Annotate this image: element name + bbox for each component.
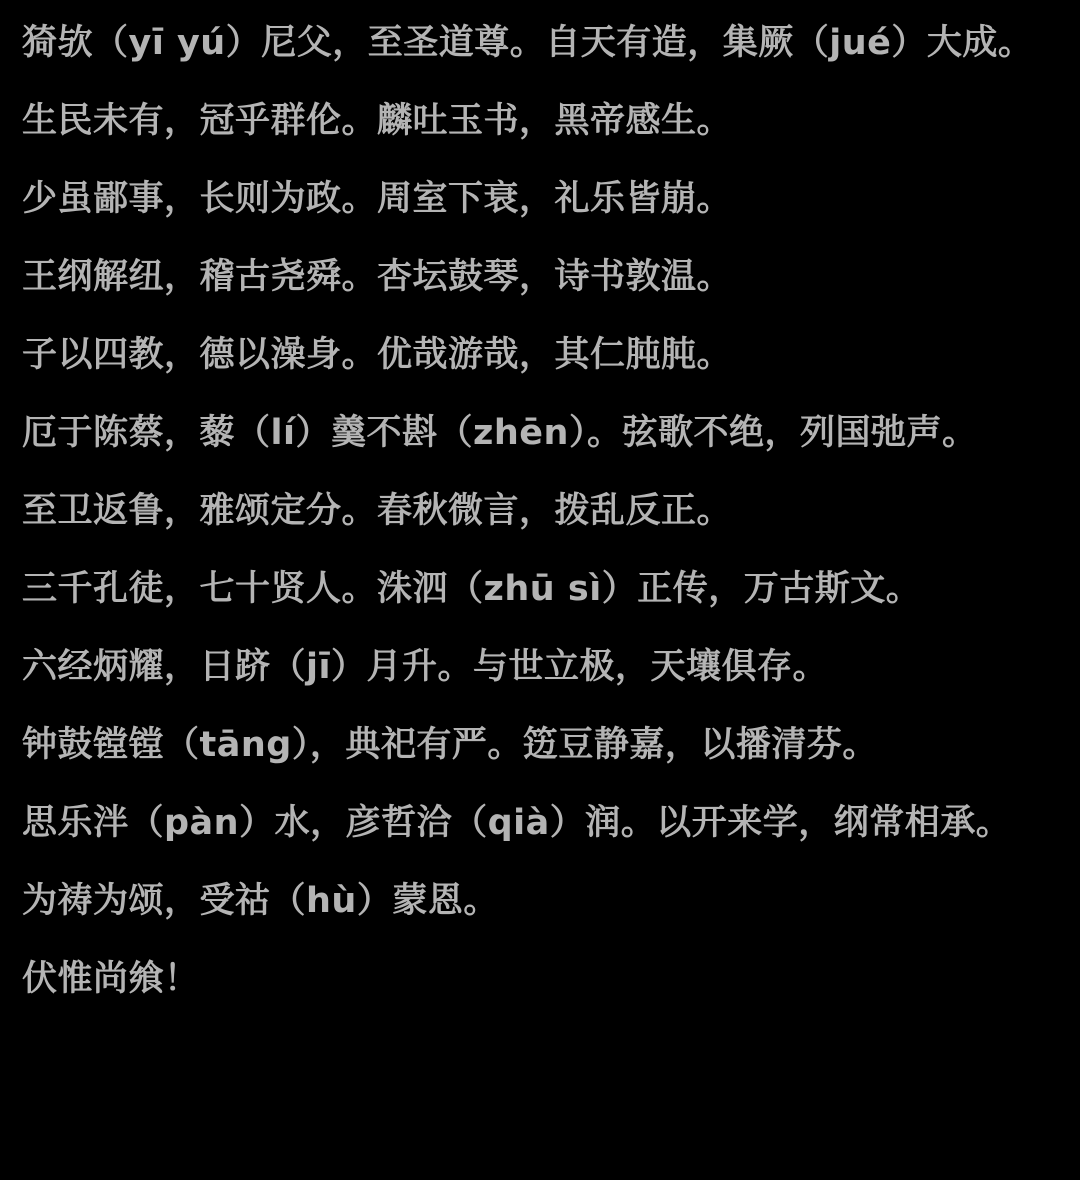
text-line: 厄于陈蔡，藜（lí）羹不斟（zhēn）。弦歌不绝，列国弛声。: [22, 413, 978, 453]
text-line: 伏惟尚飨！: [22, 959, 200, 999]
text-line: 为祷为颂，受祜（hù）蒙恩。: [22, 881, 499, 921]
text-line: 少虽鄙事，长则为政。周室下衰，礼乐皆崩。: [22, 179, 733, 219]
text-line: 子以四教，德以澡身。优哉游哉，其仁肫肫。: [22, 335, 733, 375]
text-line: 至卫返鲁，雅颂定分。春秋微言，拨乱反正。: [22, 491, 733, 531]
text-line: 思乐泮（pàn）水，彦哲洽（qià）润。以开来学，纲常相承。: [22, 803, 1012, 843]
text-line: 生民未有，冠乎群伦。麟吐玉书，黑帝感生。: [22, 101, 733, 141]
text-line: 六经炳耀，日跻（jī）月升。与世立极，天壤俱存。: [22, 647, 828, 687]
text-line: 猗欤（yī yú）尼父，至圣道尊。自天有造，集厥（jué）大成。: [22, 23, 1034, 63]
text-line: 王纲解纽，稽古尧舜。杏坛鼓琴，诗书敦温。: [22, 257, 733, 297]
text-line: 三千孔徒，七十贤人。洙泗（zhū sì）正传，万古斯文。: [22, 569, 922, 609]
text-line: 钟鼓镗镗（tāng），典祀有严。笾豆静嘉，以播清芬。: [22, 725, 878, 765]
